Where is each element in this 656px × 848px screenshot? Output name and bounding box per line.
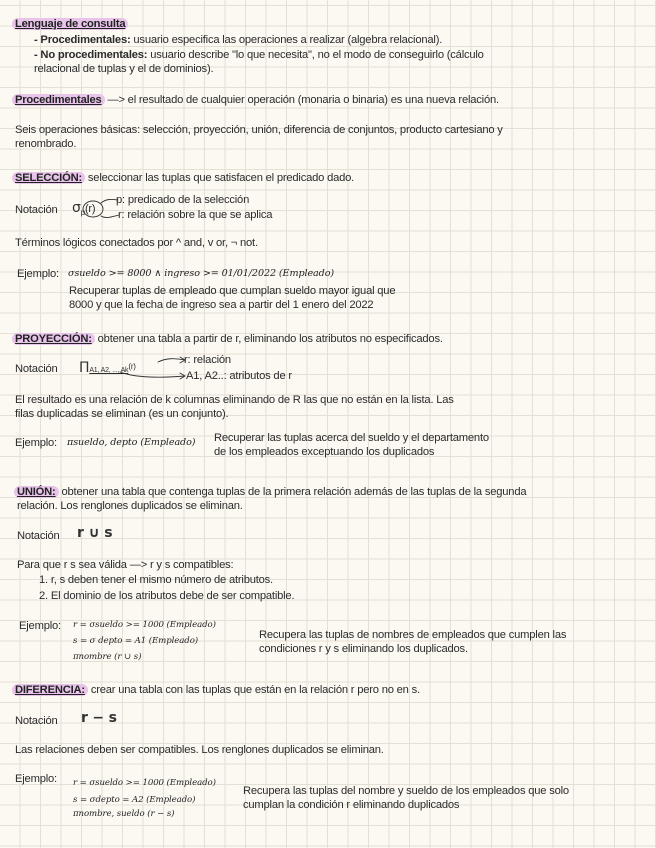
diferencia-example-expr-pi: πnombre, sueldo (r − s) (73, 809, 175, 819)
proyeccion-example-label: Ejemplo: (15, 437, 57, 449)
seleccion-r-desc: r: relación sobre la que se aplica (118, 209, 273, 221)
no-procedimentales-definition: - No procedimentales: usuario describe "lo que necesita", no el modo de conseguirlo (cálculo (34, 49, 484, 61)
procedimentales-definition: - Procedimentales: usuario especifica las operaciones a realizar (algebra relacional). (34, 34, 443, 46)
union-example-desc-cont: condiciones r y s eliminando los duplicados. (259, 643, 468, 655)
proyeccion-example-expression: πsueldo, depto (Empleado) (67, 437, 196, 448)
diferencia-heading: DIFERENCIA: crear una tabla con las tuplas que están en la relación r pero no en s. (15, 684, 420, 697)
diferencia-compatibility: Las relaciones deben ser compatibles. Los renglones duplicados se eliminan. (15, 744, 384, 756)
seleccion-heading: SELECCIÓN: seleccionar las tuplas que satisfacen el predicado dado. (15, 172, 354, 185)
procedimentales-line: Procedimentales —> el resultado de cualquier operación (monaria o binaria) es una nueva relación. (15, 94, 499, 107)
proyeccion-heading: PROYECCIÓN: obtener una tabla a partir de r, eliminando los atributos no especificados. (15, 333, 443, 346)
union-example-expr-pi: πnombre (r ∪ s) (73, 652, 142, 662)
proyeccion-notation-label: Notación (15, 363, 58, 375)
diferencia-notation-label: Notación (15, 715, 58, 727)
proyeccion-a-arrowhead (180, 373, 185, 379)
union-example-expr-s: s = σ depto = A1 (Empleado) (73, 636, 199, 646)
seleccion-p-desc: p: predicado de la selección (116, 194, 250, 206)
seleccion-example-label: Ejemplo: (17, 268, 59, 280)
diferencia-example-desc-cont: cumplan la condición r eliminando duplicados (243, 799, 460, 811)
proyeccion-a-desc: A1, A2..: atributos de r (186, 370, 292, 382)
proyeccion-notation: ΠA1, A2, ..., Ak$^{(r)}$ (79, 360, 136, 376)
union-heading: UNIÓN: obtener una tabla que contenga tuplas de la primera relación además de las tuplas de la segunda (17, 486, 526, 499)
union-example-label: Ejemplo: (19, 620, 61, 632)
diferencia-example-label: Ejemplo: (15, 773, 57, 785)
union-condition-2: 2. El dominio de los atributos debe de ser compatible. (39, 590, 295, 602)
seleccion-example-desc-cont: 8000 y que la fecha de ingreso sea a partir del 1 enero del 2022 (69, 299, 374, 311)
no-procedimentales-definition-cont: relacional de tuplas y el de dominios). (34, 63, 214, 75)
seleccion-example-desc: Recuperar tuplas de empleado que cumplan sueldo mayor igual que (69, 285, 396, 297)
intro-title: Lenguaje de consulta (15, 18, 128, 31)
union-example-desc: Recupera las tuplas de nombres de empleados que cumplen las (259, 629, 567, 641)
diferencia-notation: r − s (81, 710, 117, 726)
diferencia-example-desc: Recupera las tuplas del nombre y sueldo de los empleados que solo (243, 785, 569, 797)
proyeccion-result-cont: filas duplicadas se eliminan (es un conjunto). (15, 408, 229, 420)
proyeccion-result: El resultado es una relación de k columnas eliminando de R las que no están en la lista. Las (15, 394, 454, 406)
diferencia-example-expr-r: r = σsueldo >= 1000 (Empleado) (73, 778, 216, 788)
seleccion-notation-label: Notación (15, 204, 58, 216)
seleccion-logic-terms: Términos lógicos conectados por ^ and, v or, ¬ not. (15, 237, 258, 249)
proyeccion-example-desc: Recuperar las tuplas acerca del sueldo y el departamento (214, 432, 489, 444)
seleccion-r-arrow (101, 215, 119, 218)
union-condition-1: 1. r, s deben tener el mismo número de atributos. (39, 574, 273, 586)
seleccion-notation: $\sigma_p(r)$ (72, 200, 96, 217)
proyeccion-r-desc: r: relación (184, 354, 231, 366)
union-desc-cont: relación. Los renglones duplicados se eliminan. (17, 500, 243, 512)
union-validity: Para que r s sea válida —> r y s compatibles: (17, 559, 234, 571)
proyeccion-r-arrow (158, 359, 185, 362)
seleccion-example-expression: σsueldo >= 8000 ∧ ingreso >= 01/01/2022 (Empleado) (68, 268, 335, 279)
union-notation-label: Notación (17, 530, 60, 542)
union-example-expr-r: r = σsueldo >= 1000 (Empleado) (73, 620, 216, 630)
six-operations: Seis operaciones básicas: selección, proyección, unión, diferencia de conjuntos, producto cartesiano y (15, 124, 503, 136)
six-operations-cont: renombrado. (15, 138, 77, 150)
proyeccion-example-desc-cont: de los empleados exceptuando los duplicados (214, 446, 435, 458)
union-notation: r ∪ s (77, 525, 113, 541)
diferencia-example-expr-s: s = σdepto = A2 (Empleado) (73, 795, 196, 805)
